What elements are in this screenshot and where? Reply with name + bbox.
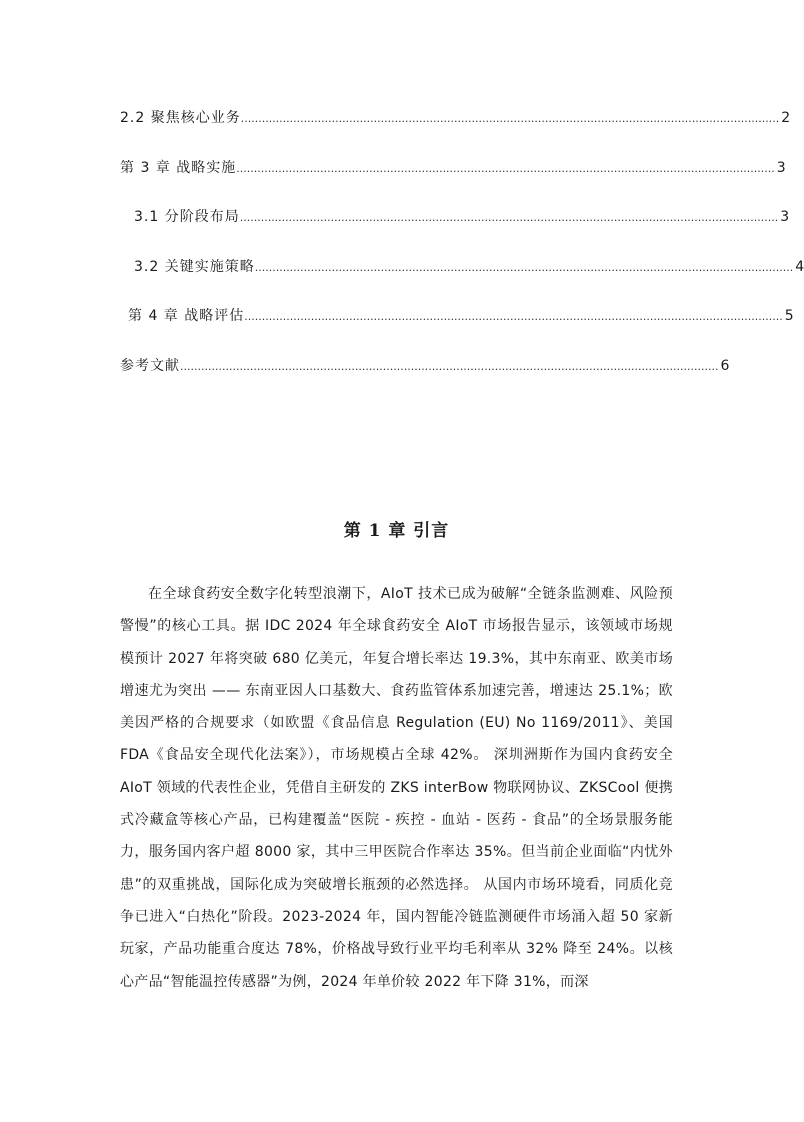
- toc-entry-label: 3.1 分阶段布局: [134, 209, 240, 225]
- body-paragraph: 在全球食药安全数字化转型浪潮下，AIoT 技术已成为破解“全链条监测难、风险预警慢”的核心工具。据 IDC 2024 年全球食药安全 AIoT 市场报告显示，该领域市场规模预计 2027 年将突破 680 亿美元，年复合增长率达 19.3%，其中东南亚、欧美市场增速尤为突出 —— 东南亚因人口基数大、食药监管体系加速完善，增速达 25.1%；欧美因严格的合规要求（如欧盟《食品信息 Regulation (EU) No 1169/2011》、美国 FDA《食品安全现代化法案》），市场规模占全球 42%。 深圳洲斯作为国内食药安全 AIoT 领域的代表性企业，凭借自主研发的 ZKS interBow 物联网协议、ZKSCool 便携式冷藏盒等核心产品，已构建覆盖“医院 - 疾控 - 血站 - 医药 - 食品”的全场景服务能力，服务国内客户超 8000 家，其中三甲医院合作率达 35%。但当前企业面临“内忧外患”的双重挑战，国际化成为突破增长瓶颈的必然选择。 从国内市场环境看，同质化竞争已进入“白热化”阶段。2023-2024 年，国内智能冷链监测硬件市场涌入超 50 家新玩家，产品功能重合度达 78%，价格战导致行业平均毛利率从 32% 降至 24%。以核心产品“智能温控传感器”为例，2024 年单价较 2022 年下降 31%，而深: [120, 586, 673, 990]
- toc-leader-dots: ..........................................................................................................................................................: [240, 112, 780, 125]
- toc-leader-dots: ..........................................................................................................................................................: [244, 310, 783, 323]
- toc-leader-dots: ..........................................................................................................................................................: [254, 261, 794, 274]
- toc-entry-label: 第 4 章 战略评估: [128, 308, 245, 324]
- toc-entry[interactable]: [120, 158, 786, 178]
- toc-entry[interactable]: [134, 257, 804, 277]
- toc-leader-dots: ..........................................................................................................................................................: [236, 162, 775, 175]
- toc-entry[interactable]: [134, 207, 790, 227]
- toc-entry-label: 2.2 聚焦核心业务: [120, 110, 241, 126]
- toc-entry-label: 3.2 关键实施策略: [134, 259, 255, 275]
- chapter-title: 第 1 章 引言: [343, 521, 450, 541]
- toc-entry[interactable]: [128, 306, 794, 326]
- toc-entry-page: 5: [784, 308, 794, 324]
- toc-entry[interactable]: [120, 108, 791, 128]
- toc-leader-dots: ..........................................................................................................................................................: [180, 360, 719, 373]
- toc-leader-dots: ..........................................................................................................................................................: [239, 211, 779, 224]
- toc-entry[interactable]: [120, 356, 730, 376]
- toc-entry-page: 3: [780, 209, 790, 225]
- toc-entry-page: 2: [781, 110, 791, 126]
- toc-entry-page: 6: [720, 358, 730, 374]
- toc-entry-label: 参考文献: [120, 358, 180, 374]
- toc-entry-page: 4: [795, 259, 804, 275]
- toc-entry-page: 3: [776, 160, 786, 176]
- toc-entry-label: 第 3 章 战略实施: [120, 160, 237, 176]
